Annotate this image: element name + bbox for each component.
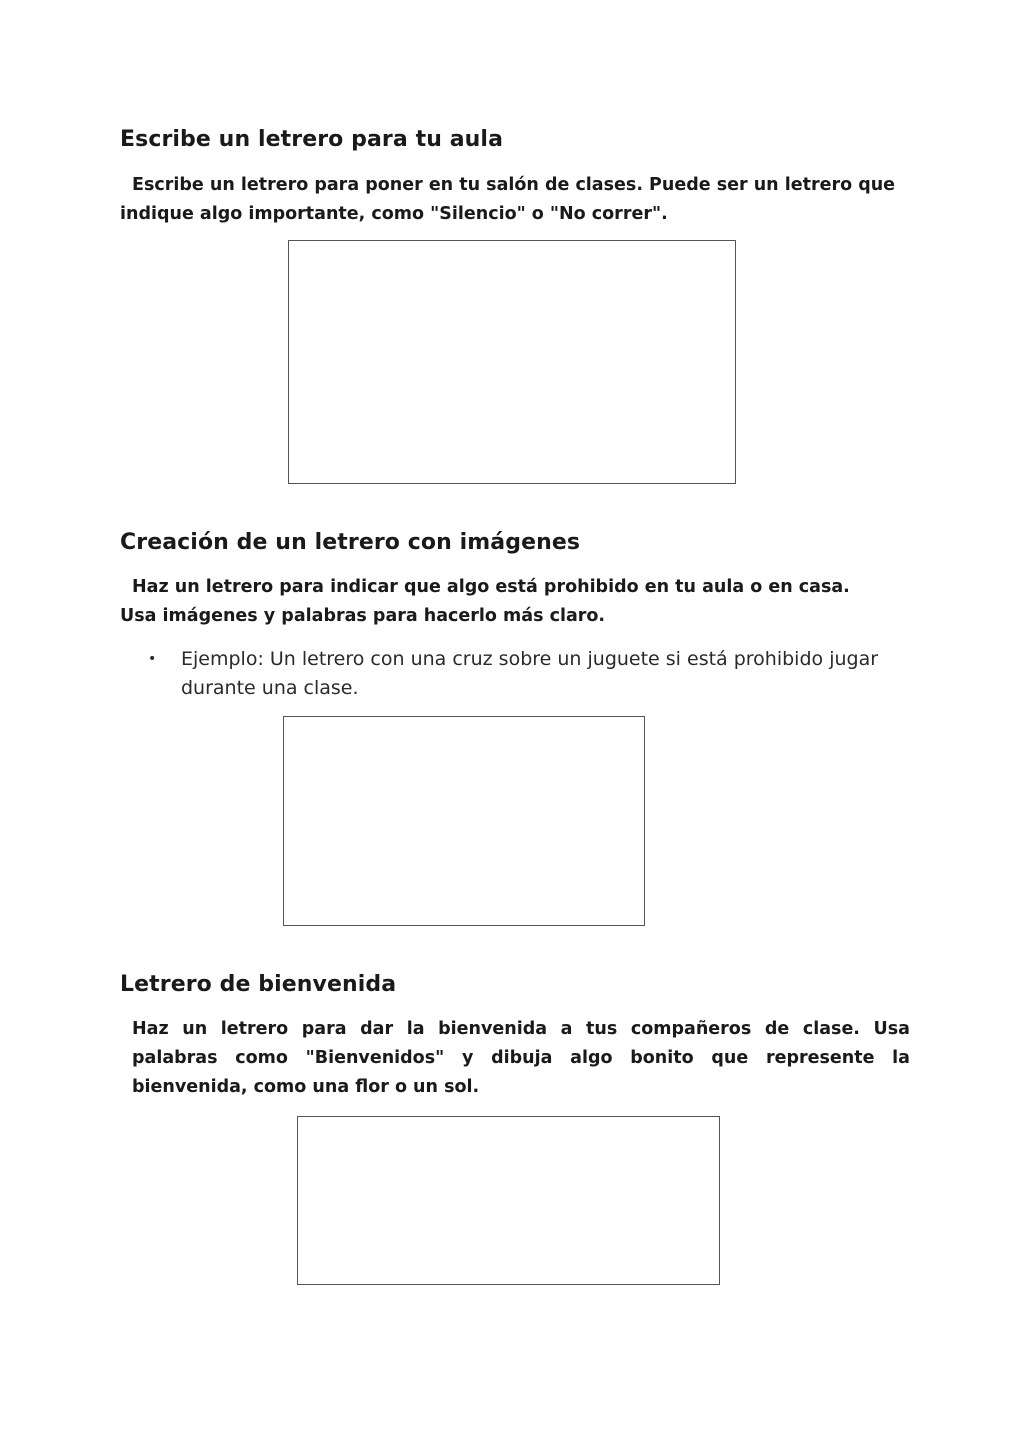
section-2-instructions	[120, 573, 898, 631]
section-2-line-1: Haz un letrero para indicar que algo está prohibido en tu aula o en casa.	[132, 577, 850, 597]
section-1-line-2: indique algo importante, como "Silencio" o "No correr".	[120, 204, 668, 224]
sign-drawing-box-1[interactable]	[288, 240, 736, 484]
section-3-instructions: Haz un letrero para dar la bienvenida a tus compañeros de clase. Usa palabras como "Bienvenidos" y dibuja algo bonito que represente la bienvenida, como una flor o un sol.	[132, 1019, 910, 1097]
section-1-line-1: Escribe un letrero para poner en tu salón de clases. Puede ser un letrero que	[132, 175, 896, 195]
section-1-instructions	[120, 171, 898, 229]
example-text: Ejemplo: Un letrero con una cruz sobre un juguete si está prohibido jugar durante una clase.	[181, 648, 879, 699]
section-3-title: Letrero de bienvenida	[120, 972, 397, 997]
bullet-icon: •	[148, 651, 157, 667]
section-1-title: Escribe un letrero para tu aula	[120, 127, 504, 152]
example-list-item	[148, 645, 908, 703]
sign-drawing-box-3[interactable]	[297, 1116, 720, 1285]
section-2-line-2: Usa imágenes y palabras para hacerlo más claro.	[120, 606, 606, 626]
section-2-title: Creación de un letrero con imágenes	[120, 530, 581, 555]
sign-drawing-box-2[interactable]	[283, 716, 645, 926]
